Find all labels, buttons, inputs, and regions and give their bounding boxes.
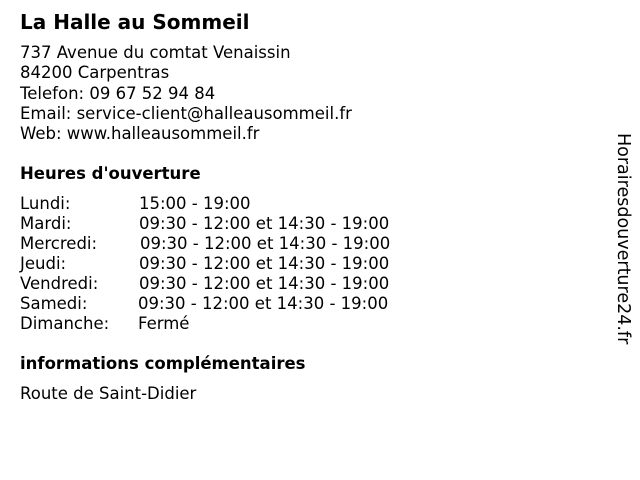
address-city: 84200 Carpentras [20, 63, 170, 83]
store-name: La Halle au Sommeil [20, 10, 250, 34]
store-contact [20, 43, 352, 144]
hours-time: Fermé [138, 314, 190, 333]
hours-day: Samedi: [20, 294, 88, 313]
info-heading: informations complémentaires [20, 354, 306, 373]
hours-heading: Heures d'ouverture [20, 164, 201, 183]
email-line: Email: service-client@halleausommeil.fr [20, 103, 352, 123]
site-watermark: Horairesdouverture24.fr [613, 133, 633, 345]
hours-day: Jeudi: [20, 254, 67, 273]
hours-time: 09:30 - 12:00 et 14:30 - 19:00 [138, 294, 389, 313]
address-street: 737 Avenue du comtat Venaissin [20, 43, 291, 62]
hours-time: 09:30 - 12:00 et 14:30 - 19:00 [139, 274, 390, 293]
hours-day: Mardi: [20, 214, 72, 233]
hours-time: 15:00 - 19:00 [139, 194, 251, 213]
hours-day: Dimanche: [20, 314, 110, 333]
hours-time: 09:30 - 12:00 et 14:30 - 19:00 [140, 234, 391, 253]
phone-line: Telefon: 09 67 52 94 84 [20, 83, 216, 103]
info-text: Route de Saint-Didier [20, 384, 197, 403]
hours-day: Mercredi: [20, 234, 98, 253]
hours-time: 09:30 - 12:00 et 14:30 - 19:00 [139, 254, 390, 273]
web-line: Web: www.halleausommeil.fr [20, 124, 260, 144]
hours-time: 09:30 - 12:00 et 14:30 - 19:00 [139, 214, 390, 233]
hours-day: Vendredi: [20, 274, 99, 293]
hours-day: Lundi: [20, 194, 71, 213]
